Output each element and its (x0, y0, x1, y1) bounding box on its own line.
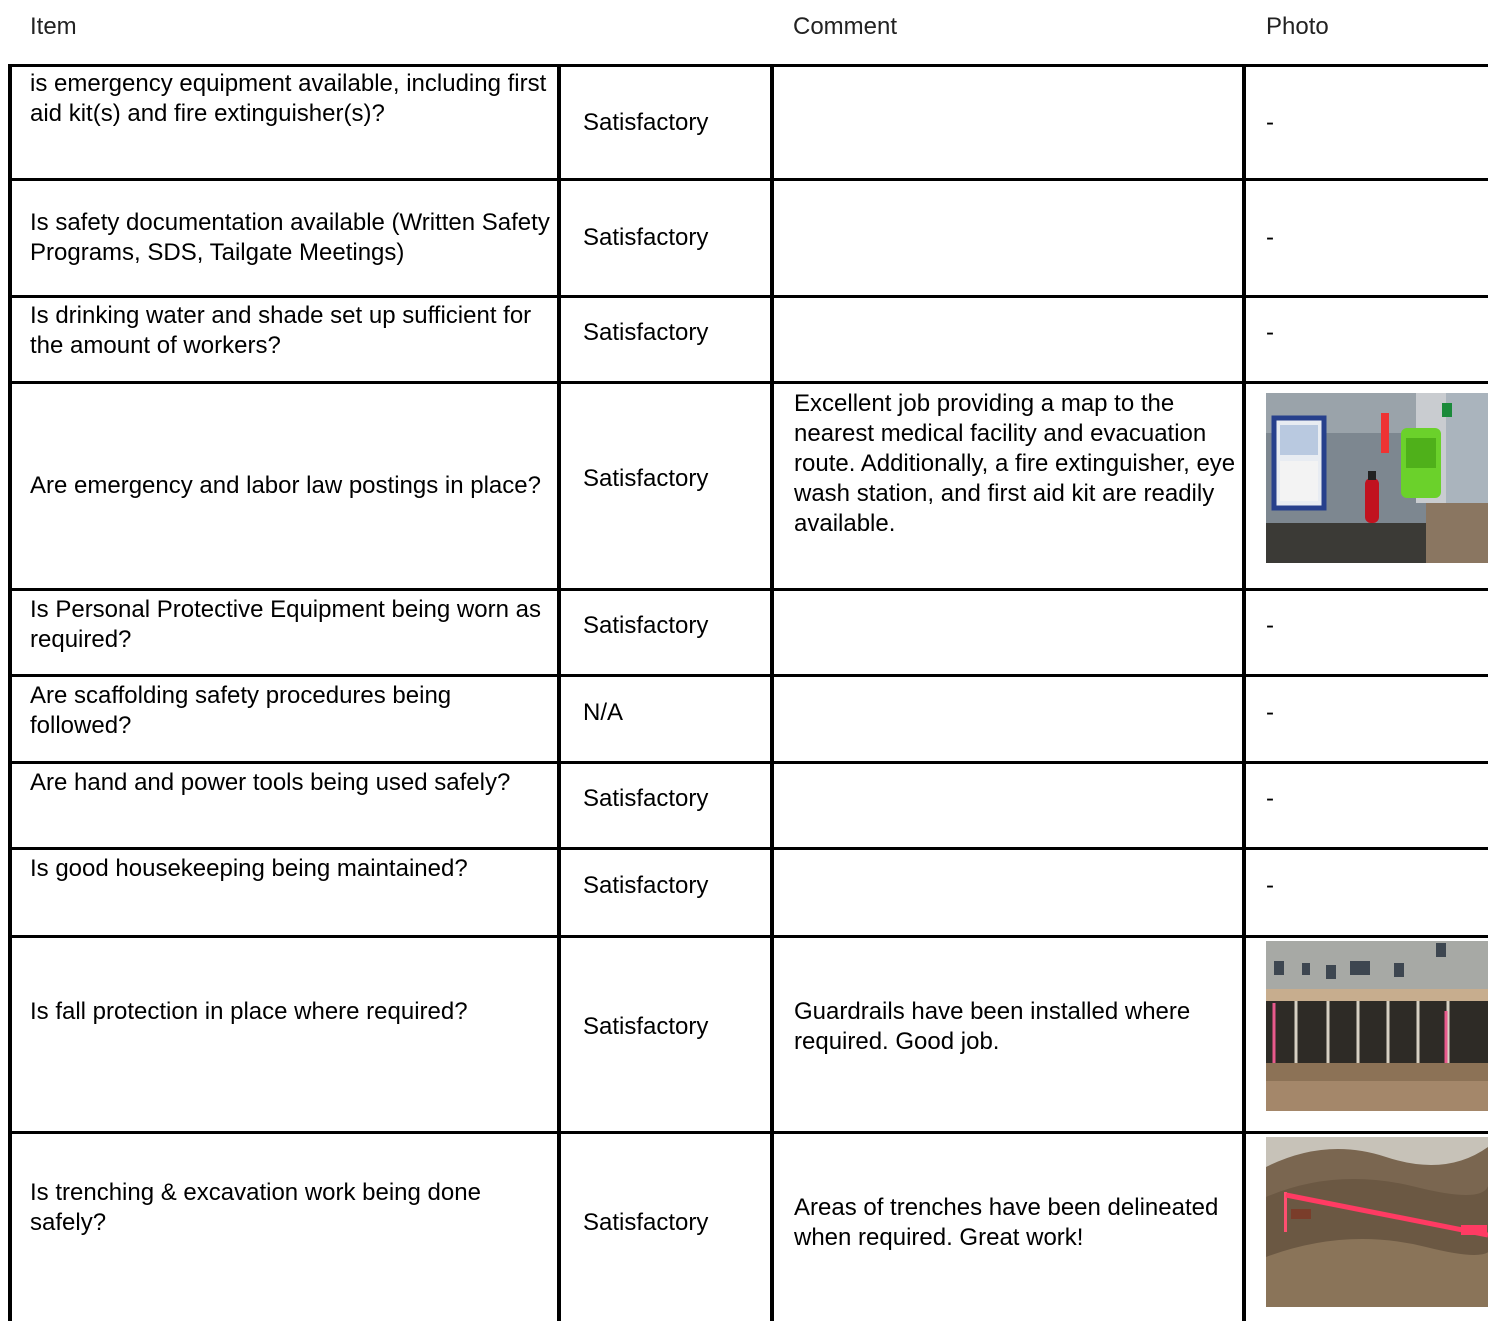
table-row-status: Satisfactory (583, 872, 709, 899)
table-row-comment: Guardrails have been installed where required. Good job. (794, 998, 1191, 1055)
table-row-comment (794, 181, 1240, 295)
table-row-status: Satisfactory (583, 108, 709, 136)
table-row-comment (794, 677, 1240, 749)
site-trailer-photo[interactable] (1266, 393, 1488, 563)
table-row-item: Is fall protection in place where required? (30, 998, 468, 1025)
table-row-photo: - (1266, 785, 1274, 812)
site-trailer-photo-image (1266, 393, 1488, 563)
guardrail-photo-image (1266, 941, 1488, 1111)
table-row-status: Satisfactory (583, 612, 709, 639)
header-item: Item (30, 13, 77, 40)
table-row-photo: - (1266, 699, 1274, 726)
table-row-comment (794, 850, 1240, 922)
table-row-photo: - (1266, 612, 1274, 639)
table-row-item: Is trenching & excavation work being done safely? (30, 1179, 481, 1236)
table-row-status: Satisfactory (583, 224, 709, 251)
table-row-photo: - (1266, 224, 1274, 251)
table-row-item: Are emergency and labor law postings in place? (30, 472, 541, 499)
table-row-status: N/A (583, 699, 624, 726)
table-row-status: Satisfactory (583, 785, 709, 812)
table-row-comment (794, 591, 1240, 661)
table-row-item: Is safety documentation available (Written Safety Programs, SDS, Tailgate Meetings) (30, 209, 550, 266)
header-photo: Photo (1266, 13, 1329, 40)
table-row-status: Satisfactory (583, 1209, 709, 1236)
table-row-comment (794, 67, 1240, 178)
table-row-status: Satisfactory (583, 318, 709, 346)
table-row-item: Are hand and power tools being used safely? (30, 769, 511, 796)
trench-photo[interactable] (1266, 1137, 1488, 1307)
table-row-photo: - (1266, 108, 1274, 136)
table-row-item: Are scaffolding safety procedures being followed? (30, 682, 452, 739)
table-row-comment (794, 764, 1240, 834)
table-row-comment (794, 298, 1240, 367)
table-row-status: Satisfactory (583, 1013, 709, 1040)
guardrail-photo[interactable] (1266, 941, 1488, 1111)
table-row-item: Is good housekeeping being maintained? (30, 855, 468, 882)
header-comment: Comment (793, 13, 898, 40)
table-row-status: Satisfactory (583, 465, 709, 492)
table-row-item: Is Personal Protective Equipment being worn as required? (30, 596, 541, 653)
table-row-item: Is drinking water and shade set up sufficient for the amount of workers? (30, 302, 532, 359)
table-row-comment: Areas of trenches have been delineated when required. Great work! (794, 1194, 1219, 1251)
table-row-photo: - (1266, 318, 1274, 346)
table-row-photo: - (1266, 872, 1274, 899)
table-row-comment: Excellent job providing a map to the nearest medical facility and evacuation route. Additionally, a fire extinguisher, eye wash station, and first aid kit are readily available. (794, 390, 1236, 537)
table-row-item: is emergency equipment available, including first aid kit(s) and fire extinguisher(s)? (30, 70, 547, 127)
trench-photo-image (1266, 1137, 1488, 1307)
